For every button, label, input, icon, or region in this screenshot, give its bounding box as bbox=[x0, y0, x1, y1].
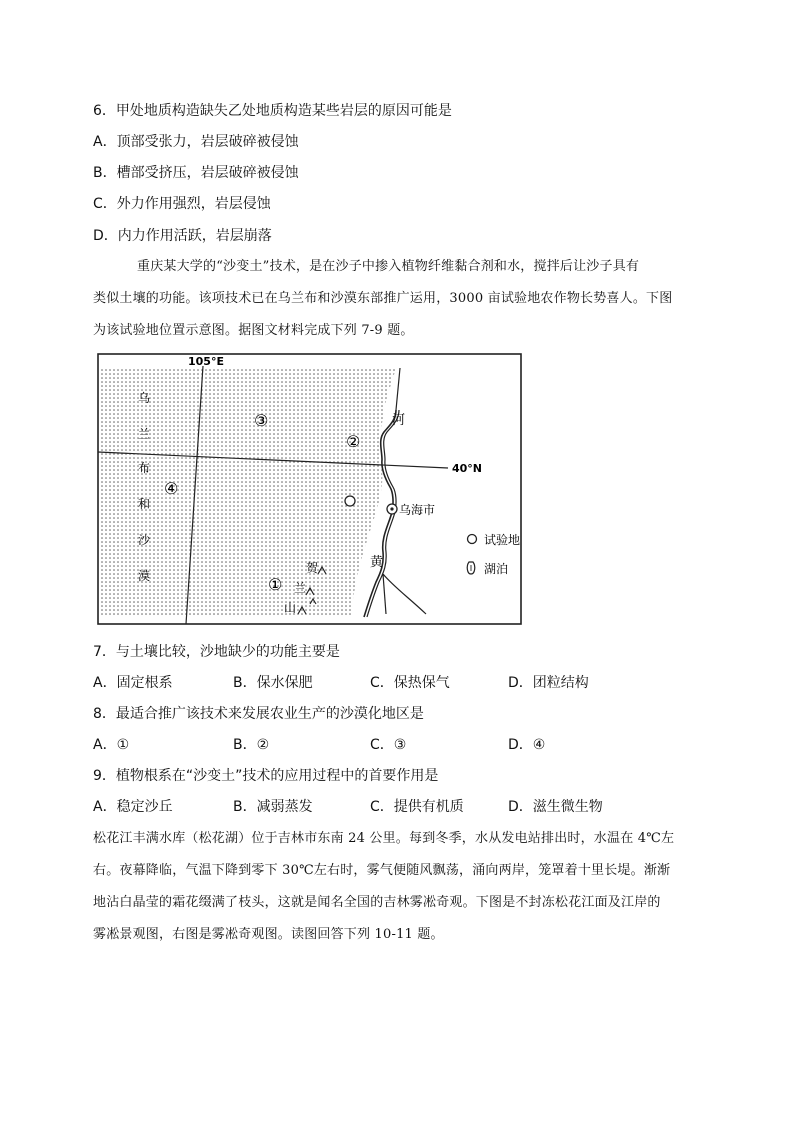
legend-test-site: 试验地 bbox=[484, 533, 521, 547]
q6-stem: 6．甲处地质构造缺失乙处地质构造某些岩层的原因可能是 bbox=[93, 103, 452, 119]
q9-option-c: C．提供有机质 bbox=[370, 799, 464, 815]
marker-2: ② bbox=[346, 432, 361, 451]
q9-option-a: A．稳定沙丘 bbox=[93, 799, 173, 815]
material-line: 类似土壤的功能。该项技术已在乌兰布和沙漠东部推广运用，3000 亩试验地农作物长势喜人。下图 bbox=[93, 291, 673, 306]
q7-option-c: C．保热保气 bbox=[370, 675, 450, 691]
q8-option-b: B．② bbox=[233, 737, 270, 753]
desert-char: 沙 bbox=[138, 533, 151, 547]
q8-option-d: D．④ bbox=[508, 737, 546, 753]
q9-stem: 9．植物根系在“沙变土”技术的应用过程中的首要作用是 bbox=[93, 768, 439, 784]
location-map bbox=[96, 352, 523, 626]
q8-option-a: A．① bbox=[93, 737, 130, 753]
marker-4: ④ bbox=[164, 479, 179, 498]
q7-option-a: A．固定根系 bbox=[93, 675, 173, 691]
desert-char: 乌 bbox=[138, 391, 151, 405]
test-site-icon bbox=[345, 496, 355, 506]
mountain-char: 贺 bbox=[306, 561, 319, 575]
marker-3: ③ bbox=[254, 411, 269, 430]
q8-option-c: C．③ bbox=[370, 737, 407, 753]
river-char-huang: 黄 bbox=[370, 555, 384, 570]
desert-char: 漠 bbox=[138, 569, 151, 583]
desert-char: 布 bbox=[138, 461, 151, 475]
q6-option-d: D．内力作用活跃，岩层崩落 bbox=[93, 228, 272, 244]
material-7-9 bbox=[93, 251, 705, 347]
q6-option-c: C．外力作用强烈，岩层侵蚀 bbox=[93, 196, 271, 212]
river-upper bbox=[396, 368, 400, 410]
q9-options bbox=[93, 798, 713, 816]
legend-lake: 湖泊 bbox=[484, 562, 509, 576]
q6-option-b: B．槽部受挤压，岩层破碎被侵蚀 bbox=[93, 165, 299, 181]
q6-option-a: A．顶部受张力，岩层破碎被侵蚀 bbox=[93, 134, 299, 150]
q7-stem: 7．与土壤比较，沙地缺少的功能主要是 bbox=[93, 644, 340, 660]
desert-char: 和 bbox=[138, 497, 151, 511]
city-label: 乌海市 bbox=[399, 503, 436, 517]
material-line: 雾凇景观图，右图是雾凇奇观图。读图回答下列 10-11 题。 bbox=[93, 927, 444, 942]
q7-options bbox=[93, 674, 713, 692]
material-line: 地沾白晶莹的霜花缀满了枝头，这就是闻名全国的吉林雾凇奇观。下图是不封冻松花江面及江岸的 bbox=[93, 895, 661, 910]
desert-char: 兰 bbox=[138, 427, 151, 441]
river-tributary bbox=[383, 574, 386, 614]
q7-option-d: D．团粒结构 bbox=[508, 675, 589, 691]
marker-1: ① bbox=[268, 575, 283, 594]
circle-icon bbox=[468, 535, 477, 544]
latitude-label: 40°N bbox=[452, 462, 483, 475]
q7-option-b: B．保水保肥 bbox=[233, 675, 313, 691]
mountain-char: 山 bbox=[284, 601, 297, 615]
q8-options bbox=[93, 736, 713, 754]
river-tributary bbox=[383, 574, 426, 614]
longitude-label: 105°E bbox=[188, 355, 224, 368]
q8-stem: 8．最适合推广该技术来发展农业生产的沙漠化地区是 bbox=[93, 706, 424, 722]
river-char-he: 河 bbox=[392, 413, 406, 428]
mountain-char: 兰 bbox=[294, 581, 307, 595]
map-svg bbox=[96, 352, 523, 626]
q9-option-d: D．滋生微生物 bbox=[508, 799, 603, 815]
q9-option-b: B．减弱蒸发 bbox=[233, 799, 313, 815]
city-dot bbox=[390, 507, 393, 510]
material-line: 右。夜幕降临，气温下降到零下 30℃左右时，雾气便随风飘荡，涌向两岸，笼罩着十里长堤。渐渐 bbox=[93, 863, 671, 878]
material-10-11 bbox=[93, 823, 705, 951]
material-line: 重庆某大学的“沙变土”技术，是在沙子中掺入植物纤维黏合剂和水，搅拌后让沙子具有 bbox=[137, 259, 640, 274]
material-line: 为该试验地位置示意图。据图文材料完成下列 7-9 题。 bbox=[93, 323, 414, 338]
material-line: 松花江丰满水库（松花湖）位于吉林市东南 24 公里。每到冬季，水从发电站排出时，水温在 4℃左 bbox=[93, 831, 675, 846]
